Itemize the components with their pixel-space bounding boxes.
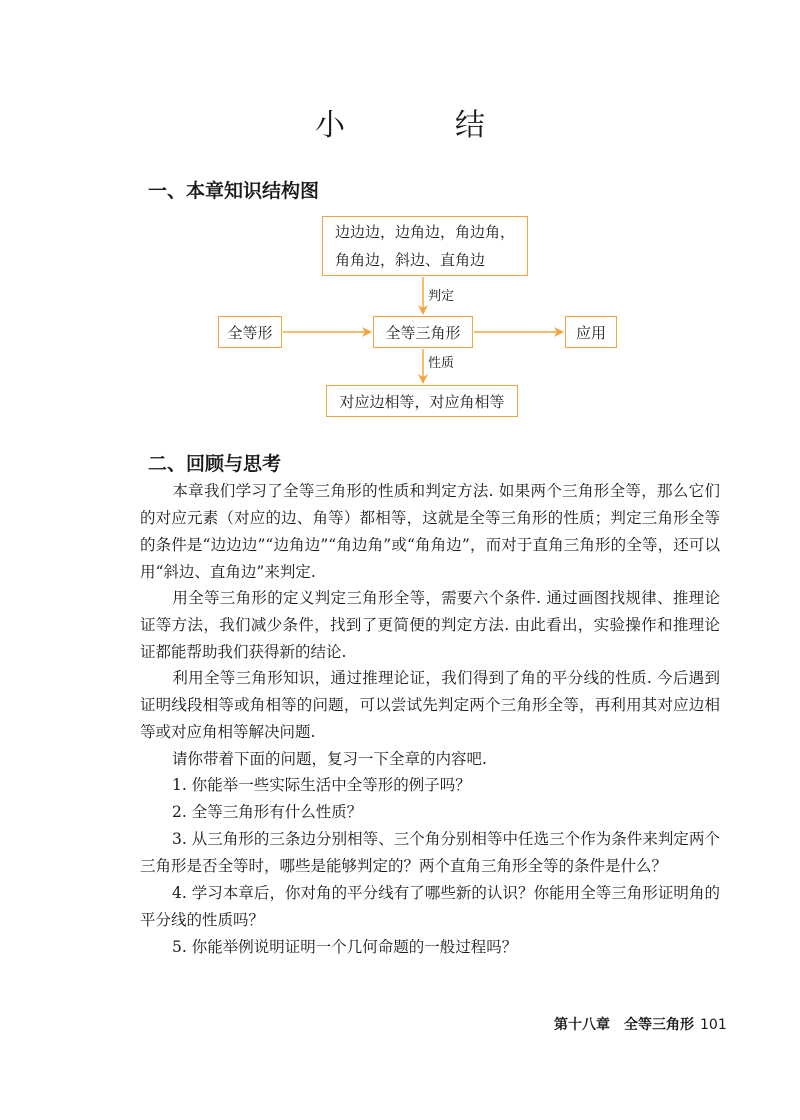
property-box: 对应边相等，对应角相等	[326, 385, 518, 417]
chapter-title: 第十八章 全等三角形	[554, 1017, 694, 1033]
application-box: 应用	[565, 316, 617, 348]
congruent-triangle-box: 全等三角形	[373, 316, 473, 348]
question-4: 4. 学习本章后，你对角的平分线有了哪些新的认识？你能用全等三角形证明角的平分线的性质吗？	[140, 884, 720, 929]
page-title: 小 结	[315, 108, 525, 143]
section-heading-structure: 一、本章知识结构图	[148, 180, 320, 202]
criteria-line-1: 边边边，边角边，角边角，	[335, 223, 516, 241]
criteria-line-2: 角角边，斜边、直角边	[335, 251, 486, 269]
criteria-box	[322, 216, 528, 276]
page-number: 101	[700, 1017, 727, 1033]
review-paragraph-4: 请你带着下面的问题，复习一下全章的内容吧.	[172, 750, 487, 768]
review-paragraph-1: 本章我们学习了全等三角形的性质和判定方法. 如果两个三角形全等，那么它们的对应元素（对应的边、角等）都相等，这就是全等三角形的性质；判定三角形全等的条件是“边边边”“边角边”“角边角”或“角角边”，而对于直角三角形的全等，还可以用“斜边、直角边”来判定.	[140, 482, 720, 581]
property-label: 性质	[428, 356, 455, 371]
review-paragraph-2: 用全等三角形的定义判定三角形全等，需要六个条件. 通过画图找规律、推理论证等方法，我们减少条件，找到了更简便的判定方法. 由此看出，实验操作和推理论证都能帮助我们获得新的结论.	[140, 589, 720, 661]
question-3: 3. 从三角形的三条边分别相等、三个角分别相等中任选三个作为条件来判定两个三角形是否全等时，哪些是能够判定的？两个直角三角形全等的条件是什么？	[140, 830, 720, 875]
question-1: 1. 你能举一些实际生活中全等形的例子吗？	[172, 776, 471, 794]
page-footer	[554, 1014, 727, 1034]
question-5: 5. 你能举例说明证明一个几何命题的一般过程吗？	[172, 938, 518, 956]
review-paragraph-3: 利用全等三角形知识，通过推理论证，我们得到了角的平分线的性质. 今后遇到证明线段相等或角相等的问题，可以尝试先判定两个三角形全等，再利用其对应边相等或对应角相等解决问题.	[140, 669, 720, 741]
question-2: 2. 全等三角形有什么性质？	[172, 803, 363, 821]
congruent-figure-box: 全等形	[218, 316, 282, 348]
section-heading-review: 二、回顾与思考	[148, 453, 282, 475]
judge-label: 判定	[428, 289, 455, 304]
